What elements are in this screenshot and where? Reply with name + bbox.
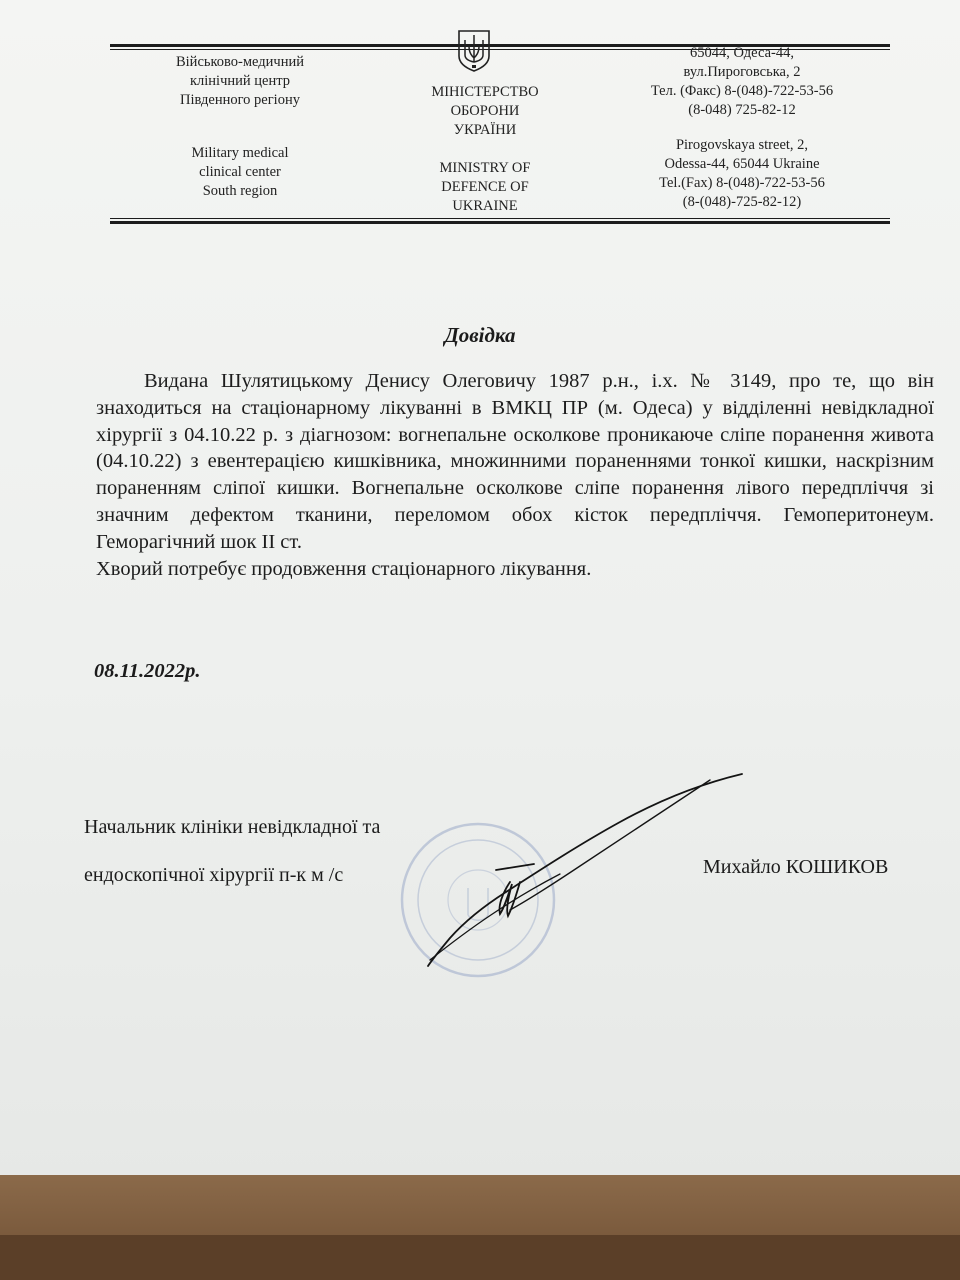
signatory-position-line1: Начальник клініки невідкладної та (84, 816, 381, 838)
letterhead-line: Pirogovskaya street, 2, (675, 137, 809, 153)
trident-icon (456, 28, 492, 72)
letterhead-line: УКРАЇНИ (453, 122, 517, 138)
letterhead-line: clinical center (199, 164, 281, 180)
letterhead-line: 65044, Одеса-44, (690, 45, 794, 61)
letterhead-center-en (405, 159, 565, 216)
letterhead-line: Тел. (Факс) 8-(048)-722-53-56 (650, 83, 834, 99)
body-paragraph: Видана Шулятицькому Денису Олеговичу 1987 р.н., і.х. № 3149, про те, що він знаходиться на стаціонарному лікуванні в ВМКЦ ПР (м. Одеса) у відділенні невідкладної хірургії з 04.10.22 р. з діагнозом: вогнепальне осколкове проникаюче сліпе поранення живота (04.10.22) з евентерацією кишківника, множинними пораненнями тонкої кишки, наскрізним пораненням сліпої кишки. Вогнепальне осколкове сліпе поранення лівого передпліччя зі значним дефектом тканини, переломом обох кісток передпліччя. Гемоперитонеум. Геморагічний шок ІІ ст. (96, 370, 934, 553)
letterhead-right-en (612, 136, 872, 212)
letterhead-line: вул.Пироговська, 2 (683, 64, 801, 80)
table-surface-lower (0, 1235, 960, 1280)
document-body (96, 368, 934, 582)
handwritten-signature (410, 770, 750, 970)
letterhead-left-en (150, 144, 330, 201)
signatory-position-line2: ендоскопічної хірургії п-к м /с (84, 864, 344, 886)
letterhead-line: MINISTRY OF (439, 160, 531, 176)
letterhead-line: Odessa-44, 65044 Ukraine (664, 156, 820, 172)
letterhead-right-ua (612, 44, 872, 120)
letterhead-line: клінічний центр (189, 73, 290, 89)
letterhead-line: Military medical (191, 145, 289, 161)
document-title: Довідка (444, 323, 516, 347)
signatory-name: Михайло КОШИКОВ (703, 856, 889, 878)
letterhead-line: UKRAINE (452, 198, 518, 214)
letterhead-left-ua (150, 53, 330, 110)
letterhead-line: ОБОРОНИ (450, 103, 520, 119)
letterhead-line: DEFENCE OF (441, 179, 529, 195)
letterhead-line: Tel.(Fax) 8-(048)-722-53-56 (659, 175, 825, 191)
letterhead-line: Південного регіону (180, 92, 300, 108)
document-date: 08.11.2022р. (94, 660, 201, 682)
letterhead-line: МІНІСТЕРСТВО (431, 84, 539, 100)
letterhead-center-ua (405, 83, 565, 140)
conclusion-line: Хворий потребує продовження стаціонарного лікування. (96, 557, 592, 580)
letterhead-line: (8-(048)-725-82-12) (682, 194, 802, 210)
letterhead-line: South region (202, 183, 278, 199)
letterhead-line: (8-048) 725-82-12 (688, 102, 796, 118)
header-bottom-rule (110, 218, 890, 224)
letterhead-line: Військово-медичний (175, 54, 305, 70)
